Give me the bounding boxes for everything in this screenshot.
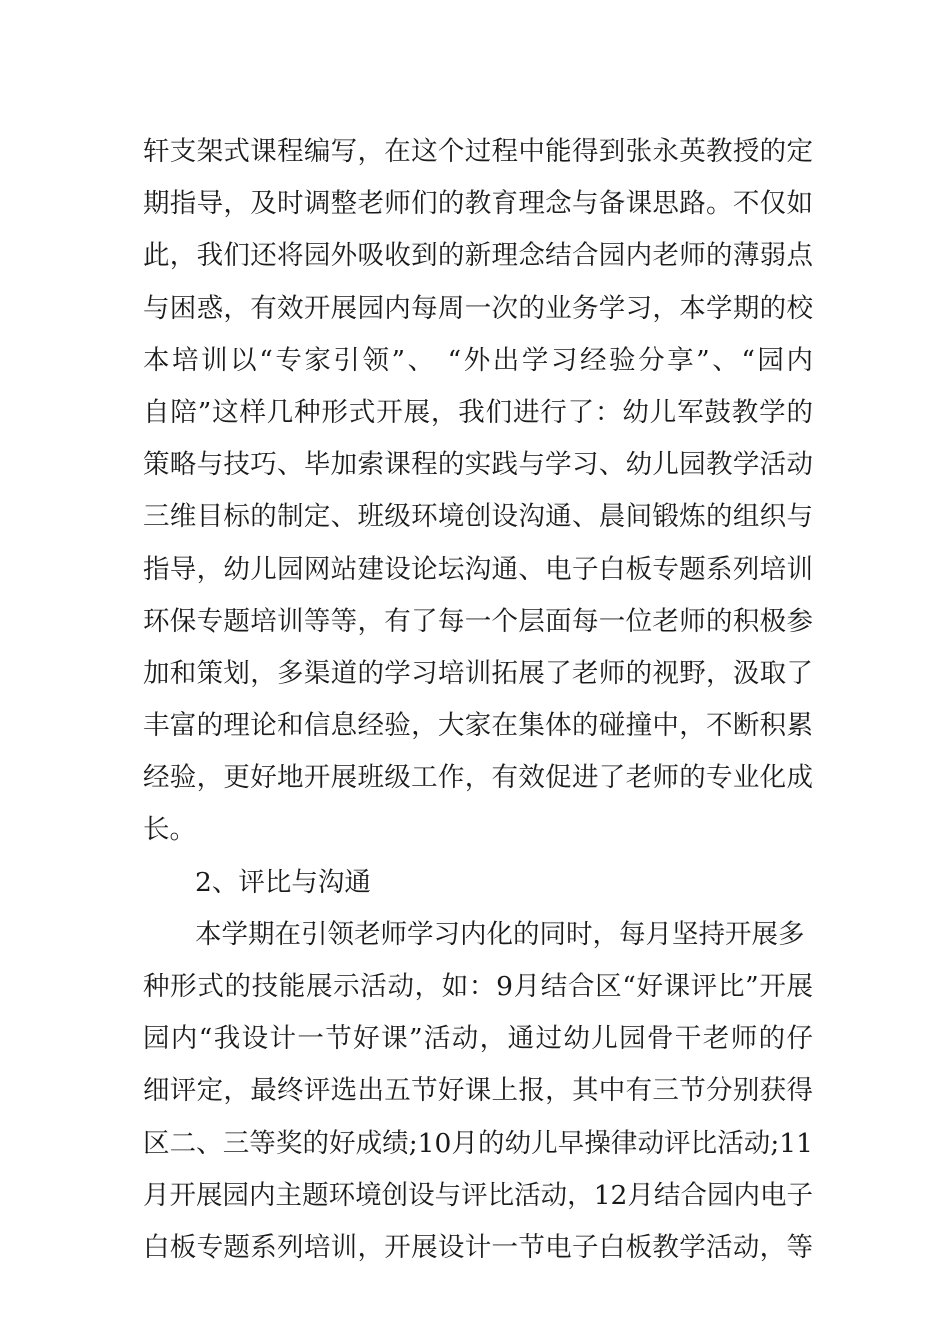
text-line: 自陪”这样几种形式开展，我们进行了：幼儿军鼓教学的 [143, 396, 813, 428]
section-heading: 2、评比与沟通 [195, 866, 371, 898]
document-body [143, 126, 813, 1274]
text-line: 园内“我设计一节好课”活动，通过幼儿园骨干老师的仔 [143, 1023, 813, 1055]
text-line: 三维目标的制定、班级环境创设沟通、晨间锻炼的组织与 [143, 501, 813, 533]
text-line: 本培训以“专家引领”、 “外出学习经验分享”、“园内 [143, 344, 813, 376]
text-line: 细评定，最终评选出五节好课上报，其中有三节分别获得 [143, 1075, 813, 1107]
text-line: 环保专题培训等等，有了每一个层面每一位老师的积极参 [143, 605, 813, 637]
text-line: 区二、三等奖的好成绩;10月的幼儿早操律动评比活动;11 [143, 1127, 813, 1159]
text-line: 与困惑，有效开展园内每周一次的业务学习，本学期的校 [143, 292, 813, 324]
text-line: 加和策划，多渠道的学习培训拓展了老师的视野，汲取了 [143, 657, 813, 689]
text-line: 策略与技巧、毕加索课程的实践与学习、幼儿园教学活动 [143, 449, 813, 481]
text-line: 种形式的技能展示活动，如：9月结合区“好课评比”开展 [143, 971, 813, 1002]
paragraph-training [143, 126, 813, 857]
text-line: 本学期在引领老师学习内化的同时，每月坚持开展多 [195, 918, 805, 950]
text-line: 丰富的理论和信息经验，大家在集体的碰撞中，不断积累 [143, 710, 813, 742]
paragraph-evaluation [143, 909, 813, 1274]
text-line: 白板专题系列培训，开展设计一节电子白板教学活动，等 [143, 1231, 813, 1263]
text-line: 期指导，及时调整老师们的教育理念与备课思路。不仅如 [143, 188, 813, 220]
text-line: 经验，更好地开展班级工作，有效促进了老师的专业化成 [143, 762, 813, 794]
text-line: 长。 [143, 814, 196, 846]
text-line: 月开展园内主题环境创设与评比活动，12月结合园内电子 [143, 1179, 813, 1211]
text-line: 指导，幼儿园网站建设论坛沟通、电子白板专题系列培训 [143, 553, 813, 585]
text-line: 此，我们还将园外吸收到的新理念结合园内老师的薄弱点 [143, 240, 813, 272]
text-line: 轩支架式课程编写，在这个过程中能得到张永英教授的定 [143, 136, 813, 167]
